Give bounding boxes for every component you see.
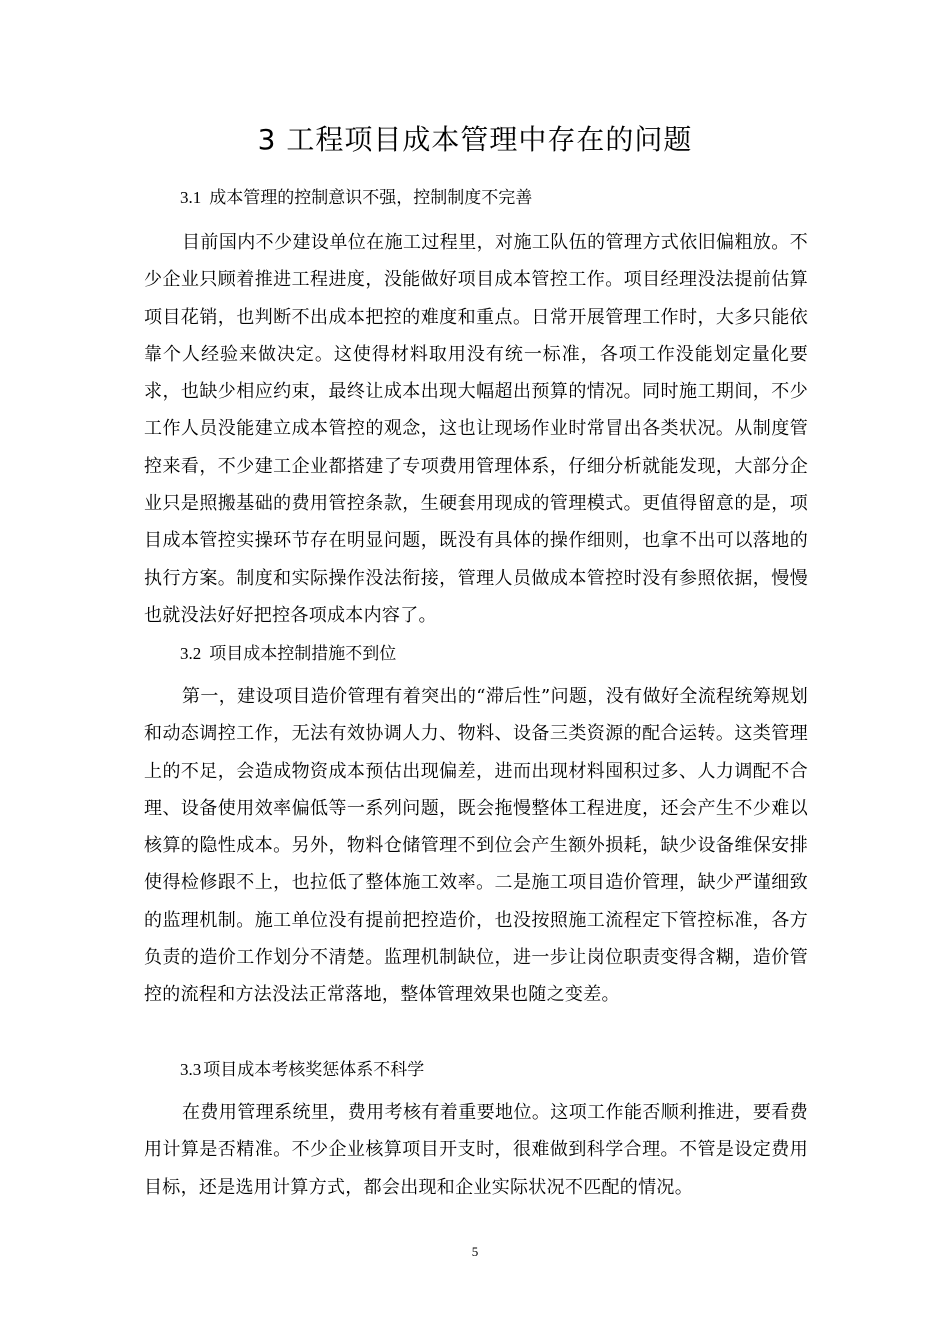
section-number: 3.2 <box>180 644 202 663</box>
section-heading-3-1 <box>180 185 532 211</box>
section-title: 项目成本考核奖惩体系不科学 <box>203 1060 425 1080</box>
chapter-title: 3 工程项目成本管理中存在的问题 <box>257 123 693 156</box>
section-number: 3.1 <box>180 188 202 207</box>
section-paragraph-3-3: 在费用管理系统里，费用考核有着重要地位。这项工作能否顺利推进，要看费用计算是否精准。不少企业核算项目开支时，很难做到科学合理。不管是设定费用目标，还是选用计算方式，都会出现和企业实际状况不匹配的情况。 <box>144 1102 808 1198</box>
section-number: 3.3 <box>180 1060 202 1079</box>
page-number: 5 <box>471 1244 479 1259</box>
section-title: 成本管理的控制意识不强，控制制度不完善 <box>209 188 533 208</box>
section-title: 项目成本控制措施不到位 <box>209 644 397 664</box>
section-paragraph-3-2: 第一，建设项目造价管理有着突出的“滞后性”问题，没有做好全流程统筹规划和动态调控工作，无法有效协调人力、物料、设备三类资源的配合运转。这类管理上的不足，会造成物资成本预估出现偏差，进而出现材料囤积过多、人力调配不合理、设备使用效率偏低等一系列问题，既会拖慢整体工程进度，还会产生不少难以核算的隐性成本。另外，物料仓储管理不到位会产生额外损耗，缺少设备维保安排使得检修跟不上，也拉低了整体施工效率。二是施工项目造价管理，缺少严谨细致的监理机制。施工单位没有提前把控造价，也没按照施工流程定下管控标准，各方负责的造价工作划分不清楚。监理机制缺位，进一步让岗位职责变得含糊，造价管控的流程和方法没法正常落地，整体管理效果也随之变差。 <box>144 686 808 1006</box>
section-heading-3-2 <box>180 641 396 667</box>
section-heading-3-3 <box>180 1057 424 1083</box>
section-paragraph-3-1: 目前国内不少建设单位在施工过程里，对施工队伍的管理方式依旧偏粗放。不少企业只顾着推进工程进度，没能做好项目成本管控工作。项目经理没法提前估算项目花销，也判断不出成本把控的难度和重点。日常开展管理工作时，大多只能依靠个人经验来做决定。这使得材料取用没有统一标准，各项工作没能划定量化要求，也缺少相应约束，最终让成本出现大幅超出预算的情况。同时施工期间，不少工作人员没能建立成本管控的观念，这也让现场作业时常冒出各类状况。从制度管控来看，不少建工企业都搭建了专项费用管理体系，仔细分析就能发现，大部分企业只是照搬基础的费用管控条款，生硬套用现成的管理模式。更值得留意的是，项目成本管控实操环节存在明显问题，既没有具体的操作细则，也拿不出可以落地的执行方案。制度和实际操作没法衔接，管理人员做成本管控时没有参照依据，慢慢也就没法好好把控各项成本内容了。 <box>144 232 808 626</box>
